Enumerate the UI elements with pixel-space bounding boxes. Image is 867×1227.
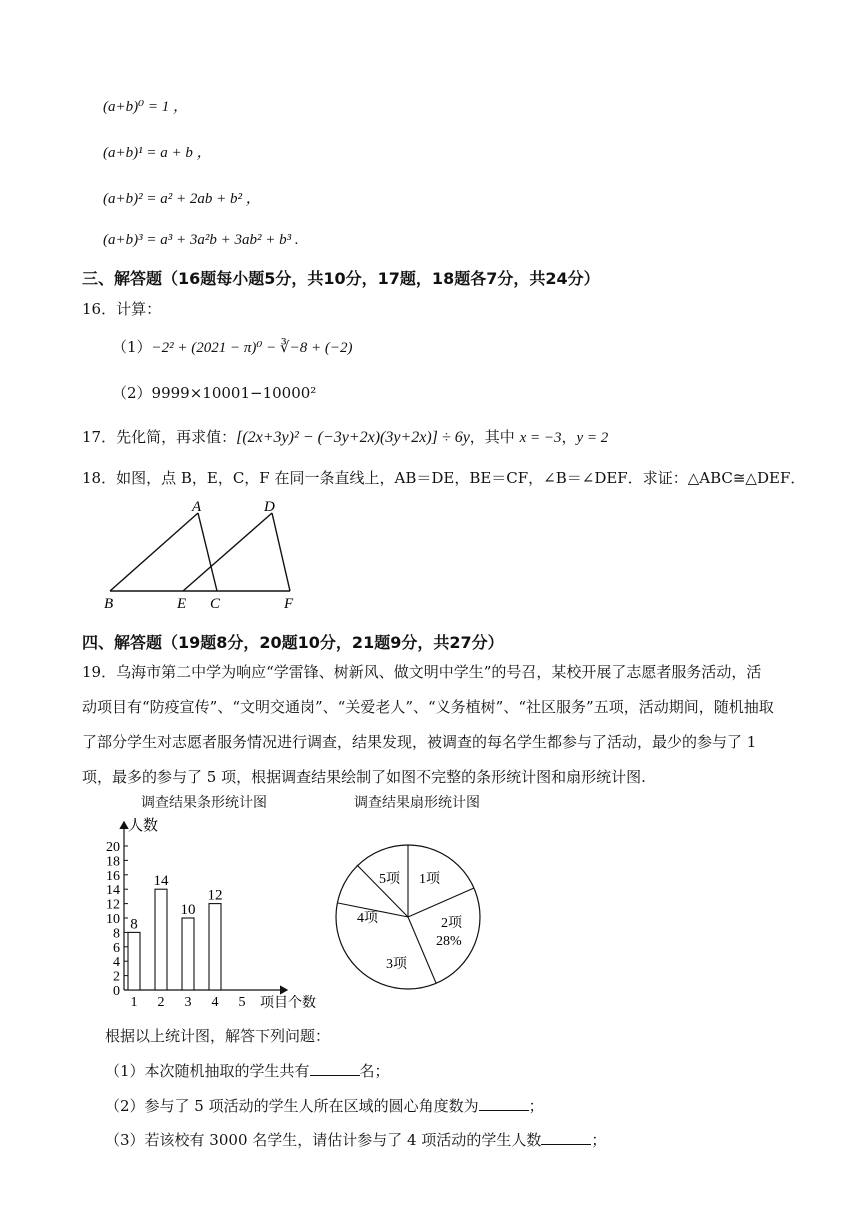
x-axis-label: 项目个数: [260, 996, 316, 1011]
label-a: A: [192, 499, 202, 515]
sub-label: （1）: [112, 338, 152, 356]
x-tick-label: 3: [184, 995, 192, 1010]
question-18: 18．如图，点 B，E，C，F 在同一条直线上，AB＝DE，BE＝CF，∠B＝∠DEF．求证：△ABC≅△DEF．: [82, 469, 806, 487]
label-d: D: [264, 499, 275, 515]
sub-question: [105, 1059, 390, 1081]
y-tick-label: 2: [113, 969, 120, 985]
sub-question: [112, 382, 316, 403]
pie-label-4: 4项: [357, 911, 378, 926]
formula-line: (a+b)⁰ = 1 ，: [103, 99, 188, 115]
answer-blank[interactable]: [479, 1094, 529, 1111]
question-stem: 16．计算：: [82, 300, 162, 318]
condition-sep: ，: [561, 428, 577, 446]
x-tick-label: 5: [238, 995, 246, 1010]
condition-x: x = −3: [519, 430, 562, 446]
section-heading: 四、解答题（19题8分，20题10分，21题9分，共27分）: [82, 633, 504, 652]
y-tick-label: 10: [106, 912, 120, 927]
sub-text: ；: [528, 1097, 544, 1115]
pie-chart: [333, 828, 483, 998]
y-tick-label: 16: [106, 868, 120, 884]
math-expression: −2² + (2021 − π)⁰ − ∛−8 + (−2): [151, 340, 353, 356]
side-df: [272, 513, 290, 591]
bar-4: [209, 904, 221, 990]
y-tick-label: 0: [113, 984, 120, 999]
bar-value-label: 8: [130, 916, 138, 933]
pie-label-2: 2项: [441, 916, 462, 931]
sub-text: （2）参与了 5 项活动的学生人所在区域的圆心角度数为: [105, 1097, 479, 1115]
section-heading: 三、解答题（16题每小题5分，共10分，17题，18题各7分，共24分）: [82, 269, 600, 288]
answer-blank[interactable]: [310, 1059, 360, 1076]
formula-line: (a+b)² = a² + 2ab + b² ，: [103, 191, 261, 207]
side-de: [183, 513, 272, 591]
side-ab: [110, 513, 198, 591]
pie-divider: [408, 888, 474, 917]
sub-text: （3）若该校有 3000 名学生，请估计参与了 4 项活动的学生人数: [105, 1131, 542, 1149]
formula-line: (a+b)¹ = a + b ，: [103, 145, 212, 161]
sub-text: 名；: [359, 1062, 390, 1080]
pie-label-5: 5项: [379, 872, 400, 887]
question-17: [82, 426, 608, 447]
question-line: 项，最多的参与了 5 项，根据调查结果绘制了如图不完整的条形统计图和扇形统计图.: [82, 768, 646, 786]
label-f: F: [284, 596, 294, 612]
side-ac: [198, 513, 217, 591]
y-tick-label: 14: [106, 883, 120, 899]
y-axis-label: 人数: [128, 818, 159, 834]
bar-value-label: 14: [153, 873, 169, 890]
bar-value-label: 10: [180, 902, 196, 918]
formula-line: (a+b)³ = a³ + 3a²b + 3ab² + b³ .: [103, 232, 299, 248]
question-stem: 17．先化简，再求值：: [82, 428, 237, 446]
pie-label-3: 3项: [386, 957, 407, 972]
pie-label-1: 1项: [419, 872, 440, 887]
x-tick-label: 2: [157, 995, 165, 1010]
bar-2: [155, 889, 167, 990]
label-c: C: [210, 596, 221, 612]
question-line: 了部分学生对志愿者服务情况进行调查，结果发现，被调查的每名学生都参与了活动，最少的参与了 1: [82, 733, 757, 751]
sub-text: ；: [591, 1131, 607, 1149]
sub-label: （2）: [112, 384, 152, 402]
y-tick-label: 20: [106, 840, 120, 855]
sub-question: [112, 336, 352, 357]
pie-annotation-2: 28%: [436, 934, 462, 949]
question-line: 19．乌海市第二中学为响应“学雷锋、树新风、做文明中学生”的号召，某校开展了志愿者服务活动，活: [82, 663, 762, 681]
question-intro: 根据以上统计图，解答下列问题：: [105, 1027, 331, 1045]
triangle-figure: [95, 495, 315, 615]
condition-prefix: ，其中: [469, 428, 515, 446]
pie-divider: [408, 917, 436, 983]
math-expression: [(2x+3y)² − (−3y+2x)(3y+2x)] ÷ 6y: [236, 429, 470, 446]
label-b: B: [104, 596, 114, 612]
bar-1: [128, 932, 140, 990]
sub-question: [105, 1128, 606, 1150]
bar-3: [182, 918, 194, 990]
sub-text: （1）本次随机抽取的学生共有: [105, 1062, 310, 1080]
label-e: E: [177, 596, 187, 612]
y-tick-label: 6: [113, 940, 120, 956]
sub-question: [105, 1094, 544, 1116]
y-tick-label: 18: [106, 854, 120, 870]
bar-value-label: 12: [207, 887, 223, 904]
answer-blank[interactable]: [541, 1128, 591, 1145]
y-tick-label: 12: [106, 897, 120, 913]
x-tick-label: 1: [130, 995, 138, 1010]
x-tick-label: 4: [211, 995, 219, 1010]
question-line: 动项目有“防疫宣传”、“文明交通岗”、“关爱老人”、“义务植树”、“社区服务”五项，活动期间，随机抽取: [82, 698, 774, 716]
condition-y: y = 2: [576, 430, 609, 446]
bar-chart-title: 调查结果条形统计图: [141, 795, 267, 811]
pie-chart-title: 调查结果扇形统计图: [354, 795, 480, 811]
y-tick-label: 4: [113, 955, 120, 971]
math-expression: 9999×10001−10000²: [151, 384, 317, 402]
y-tick-label: 8: [113, 926, 120, 942]
bar-chart: [92, 812, 342, 1017]
